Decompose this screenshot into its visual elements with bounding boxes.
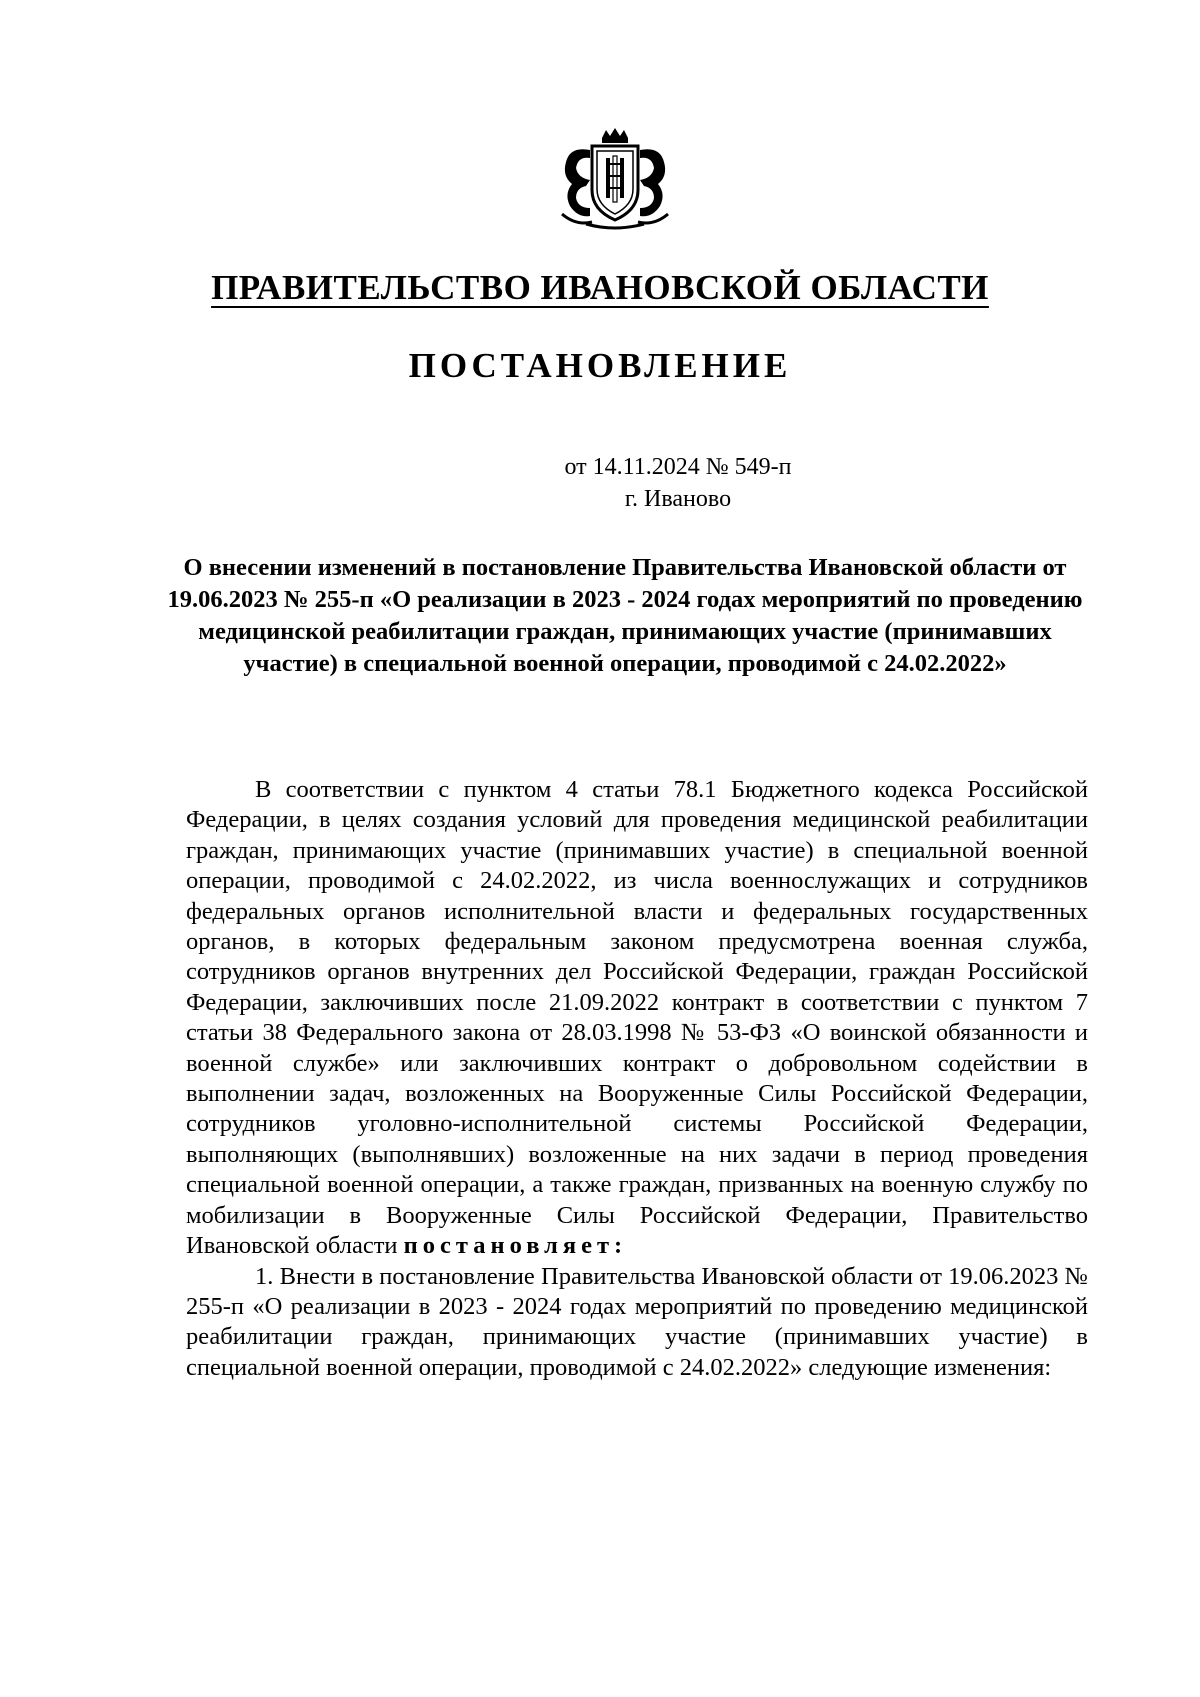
document-body <box>186 775 1088 1383</box>
organization-title-text: ПРАВИТЕЛЬСТВО ИВАНОВСКОЙ ОБЛАСТИ <box>211 268 989 307</box>
organization-title <box>0 268 1200 308</box>
document-subject: О внесении изменений в постановление Правительства Ивановской области от 19.06.2023 № 255-п «О реализации в 2023 - 2024 годах мероприятий по проведению медицинской реабилитации граждан, принимающих участие (принимавших участие) в специальной военной операции, проводимой с 24.02.2022» <box>167 554 1083 677</box>
ivanovo-coat-of-arms-icon <box>556 128 674 230</box>
resolves-keyword: постановляет: <box>403 1232 628 1260</box>
date-number-line: от 14.11.2024 № 549-п <box>564 454 792 480</box>
item-1-paragraph: 1. Внести в постановление Правительства Ивановской области от 19.06.2023 № 255-п «О реализации в 2023 - 2024 годах мероприятий по проведению медицинской реабилитации граждан, принимающих участие (принимавших участие) в специальной военной операции, проводимой с 24.02.2022» следующие изменения: <box>186 1262 1088 1381</box>
city-line: г. Иваново <box>624 486 732 512</box>
document-type: ПОСТАНОВЛЕНИЕ <box>408 346 792 385</box>
preamble-text: В соответствии с пунктом 4 статьи 78.1 Бюджетного кодекса Российской Федерации, в целях создания условий для проведения медицинской реабилитации граждан, принимающих участие (принимавших участие) в специальной военной операции, проводимой с 24.02.2022, из числа военнослужащих и сотрудников федеральных органов исполнительной власти и федеральных государственных органов, в которых федеральным законом предусмотрена военная служба, сотрудников органов внутренних дел Российской Федерации, граждан Российской Федерации, заключивших после 21.09.2022 контракт в соответствии с пунктом 7 статьи 38 Федерального закона от 28.03.1998 № 53-ФЗ «О воинской обязанности и военной службе» или заключивших контракт о добровольном содействии в выполнении задач, возложенных на Вооруженные Силы Российской Федерации, сотрудников уголовно-исполнительной системы Российской Федерации, выполняющих (выполнявших) возложенные на них задачи в период проведения специальной военной операции, а также граждан, призванных на военную службу по мобилизации в Вооруженные Силы Российской Федерации, Правительство Ивановской области <box>186 776 1088 1260</box>
preamble-paragraph <box>186 775 1088 1262</box>
document-meta <box>0 451 1200 515</box>
